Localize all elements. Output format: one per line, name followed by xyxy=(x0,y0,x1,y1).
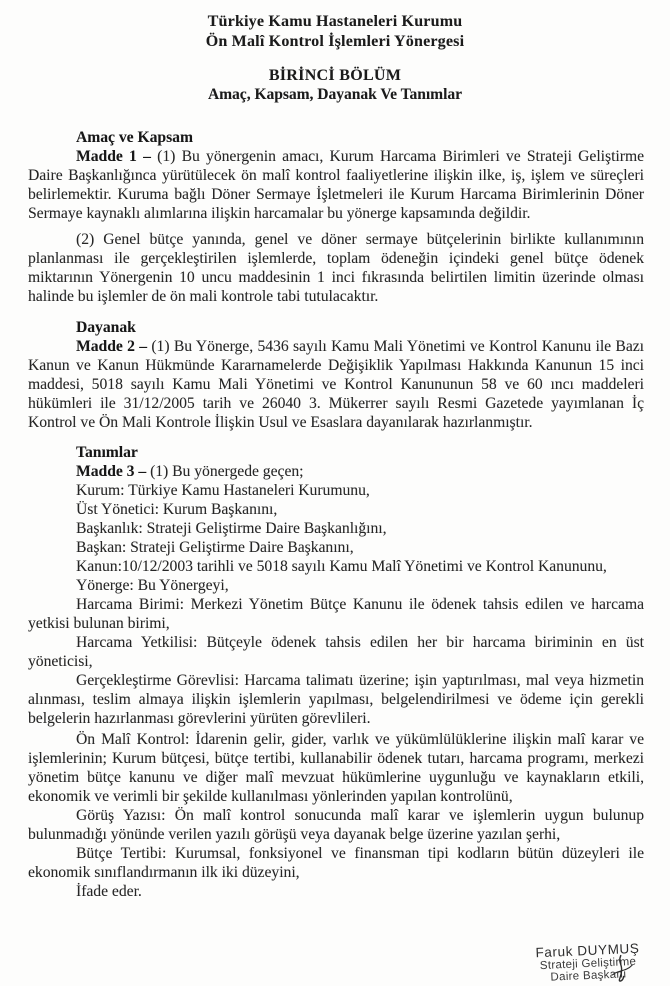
paragraph xyxy=(28,519,644,538)
paragraph-text: (2) Genel bütçe yanında, genel ve döner sermaye bütçelerinin birlikte kullanımının planlanması ile gerçekleştirilen işlemlerde, toplam ödeneğin içindeki genel bütçe ödenek miktarının Yönergenin 10 uncu maddesinin 1 inci fıkrasında belirtilen limitin üzerinde olması halinde bu işlemler de ön mali kontrole tabi tutulacaktır. xyxy=(28,231,644,305)
document-title-line1: Türkiye Kamu Hastaneleri Kurumu xyxy=(207,13,463,30)
paragraph-text: Görüş Yazısı: Ön malî kontrol sonucunda malî karar ve işlemlerin uygun bulunup bulunmadığı yönünde verilen yazılı görüşü veya dayanak belge üzerine yazılan şerhi, xyxy=(28,807,644,843)
paragraph xyxy=(28,806,644,844)
paragraph xyxy=(28,500,644,519)
paragraph xyxy=(28,462,644,481)
section-heading-label: Dayanak xyxy=(76,319,136,336)
paragraph xyxy=(28,557,644,576)
paragraph-text: Harcama Yetkilisi: Bütçeyle ödenek tahsis edilen her bir harcama biriminin en üst yöneticisi, xyxy=(28,634,644,670)
signatory-name: Faruk DUYMUŞ xyxy=(535,940,640,961)
paragraph-text: Başkanlık: Strateji Geliştirme Daire Başkanlığını, xyxy=(76,520,387,537)
paragraph-text: Harcama Birimi: Merkezi Yönetim Bütçe Kanunu ile ödenek tahsis edilen ve harcama yetkisi bulunan birimi, xyxy=(28,596,644,632)
paragraph-text: Üst Yönetici: Kurum Başkanını, xyxy=(76,501,278,518)
chapter-heading: BİRİNCİ BÖLÜM xyxy=(268,67,402,84)
paragraph xyxy=(28,538,644,557)
paragraph xyxy=(28,230,644,306)
paragraph-text: Yönerge: Bu Yönergeyi, xyxy=(76,577,229,594)
paragraph-lead: Madde 1 – xyxy=(76,148,151,165)
section-heading xyxy=(28,318,644,337)
paragraph xyxy=(28,595,644,633)
document-header xyxy=(0,0,670,104)
paragraph xyxy=(28,147,644,223)
document-title-line2: Ön Malî Kontrol İşlemleri Yönergesi xyxy=(205,33,465,50)
paragraph xyxy=(28,481,644,500)
paragraph-text: İfade eder. xyxy=(76,883,142,900)
paragraph-text: (1) Bu yönergenin amacı, Kurum Harcama Birimleri ve Strateji Geliştirme Daire Başkanlığınca yürütülecek ön malî kontrol faaliyetlerine ilişkin ilke, iş, işlem ve süreçleri belirlemektir. Kuruma bağlı Döner Sermaye İşletmeleri ile Kurum Harcama Birimlerinin Döner Sermaye kaynaklı alımlarına ilişkin harcamalar bu yönerge kapsamında değildir. xyxy=(28,148,644,222)
paragraph xyxy=(28,633,644,671)
chapter-subheading: Amaç, Kapsam, Dayanak Ve Tanımlar xyxy=(207,86,463,103)
paragraph-text: Kanun:10/12/2003 tarihli ve 5018 sayılı Kamu Malî Yönetimi ve Kontrol Kanununu, xyxy=(76,558,607,575)
paragraph xyxy=(28,671,644,728)
paragraph xyxy=(28,844,644,882)
paragraph-lead: Madde 3 – xyxy=(76,463,147,480)
paragraph-text: Bütçe Tertibi: Kurumsal, fonksiyonel ve finansman tipi kodların bütün düzeyleri ile ekonomik sınıflandırmanın ilk iki düzeyini, xyxy=(28,845,644,881)
section-heading-label: Amaç ve Kapsam xyxy=(76,129,193,146)
paragraph xyxy=(28,882,644,901)
paragraph xyxy=(28,576,644,595)
section-heading-label: Tanımlar xyxy=(76,444,138,461)
section-heading xyxy=(28,443,644,462)
paragraph-text: Ön Malî Kontrol: İdarenin gelir, gider, varlık ve yükümlülüklerine ilişkin malî karar ve işlemlerinin; Kurum bütçesi, bütçe tertibi, kullanabilir ödenek tutarı, harcama programı, merkezi yönetim bütçe kanunu ve diğer malî mevzuat hükümlerine uygunluğu ve kaynakların etkili, ekonomik ve verimli bir şekilde kullanılması yönlerinden yapılan kontrolünü, xyxy=(28,731,644,805)
paragraph xyxy=(28,337,644,432)
signatory-title-line2: Daire Başkanı xyxy=(550,968,627,984)
signature-block xyxy=(535,941,641,984)
paragraph-text: (1) Bu yönergede geçen; xyxy=(146,463,304,480)
paragraph-text: Gerçekleştirme Görevlisi: Harcama talimatı üzerine; işin yaptırılması, mal veya hizmetin alınması, teslim almaya ilişkin işlemlerin yapılması, belgelendirilmesi ve ödeme için gerekli belgelerin hazırlanması görevlerini yürüten görevlileri. xyxy=(28,672,644,727)
paragraph-lead: Madde 2 – xyxy=(76,338,148,355)
signatory-title-line1: Strateji Geliştirme xyxy=(539,955,637,973)
paragraph-text: Başkan: Strateji Geliştirme Daire Başkanını, xyxy=(76,539,354,556)
document-body xyxy=(0,128,670,901)
paragraph-text: Kurum: Türkiye Kamu Hastaneleri Kurumunu, xyxy=(76,482,370,499)
paragraph xyxy=(28,730,644,806)
paragraph-text: (1) Bu Yönerge, 5436 sayılı Kamu Mali Yönetimi ve Kontrol Kanunu ile Bazı Kanun ve Kanun Hükmünde Kararnamelerde Değişiklik Yapılması Hakkında Kanunun 15 inci maddesi, 5018 sayılı Kamu Mali Yönetimi ve Kontrol Kanununun 58 ve 60 ıncı maddeleri hükümleri ile 31/12/2005 tarih ve 26040 3. Mükerrer sayılı Resmi Gazetede yayımlanan İç Kontrol ve Ön Mali Kontrole İlişkin Usul ve Esaslara dayanılarak hazırlanmıştır. xyxy=(28,338,644,431)
section-heading xyxy=(28,128,644,147)
